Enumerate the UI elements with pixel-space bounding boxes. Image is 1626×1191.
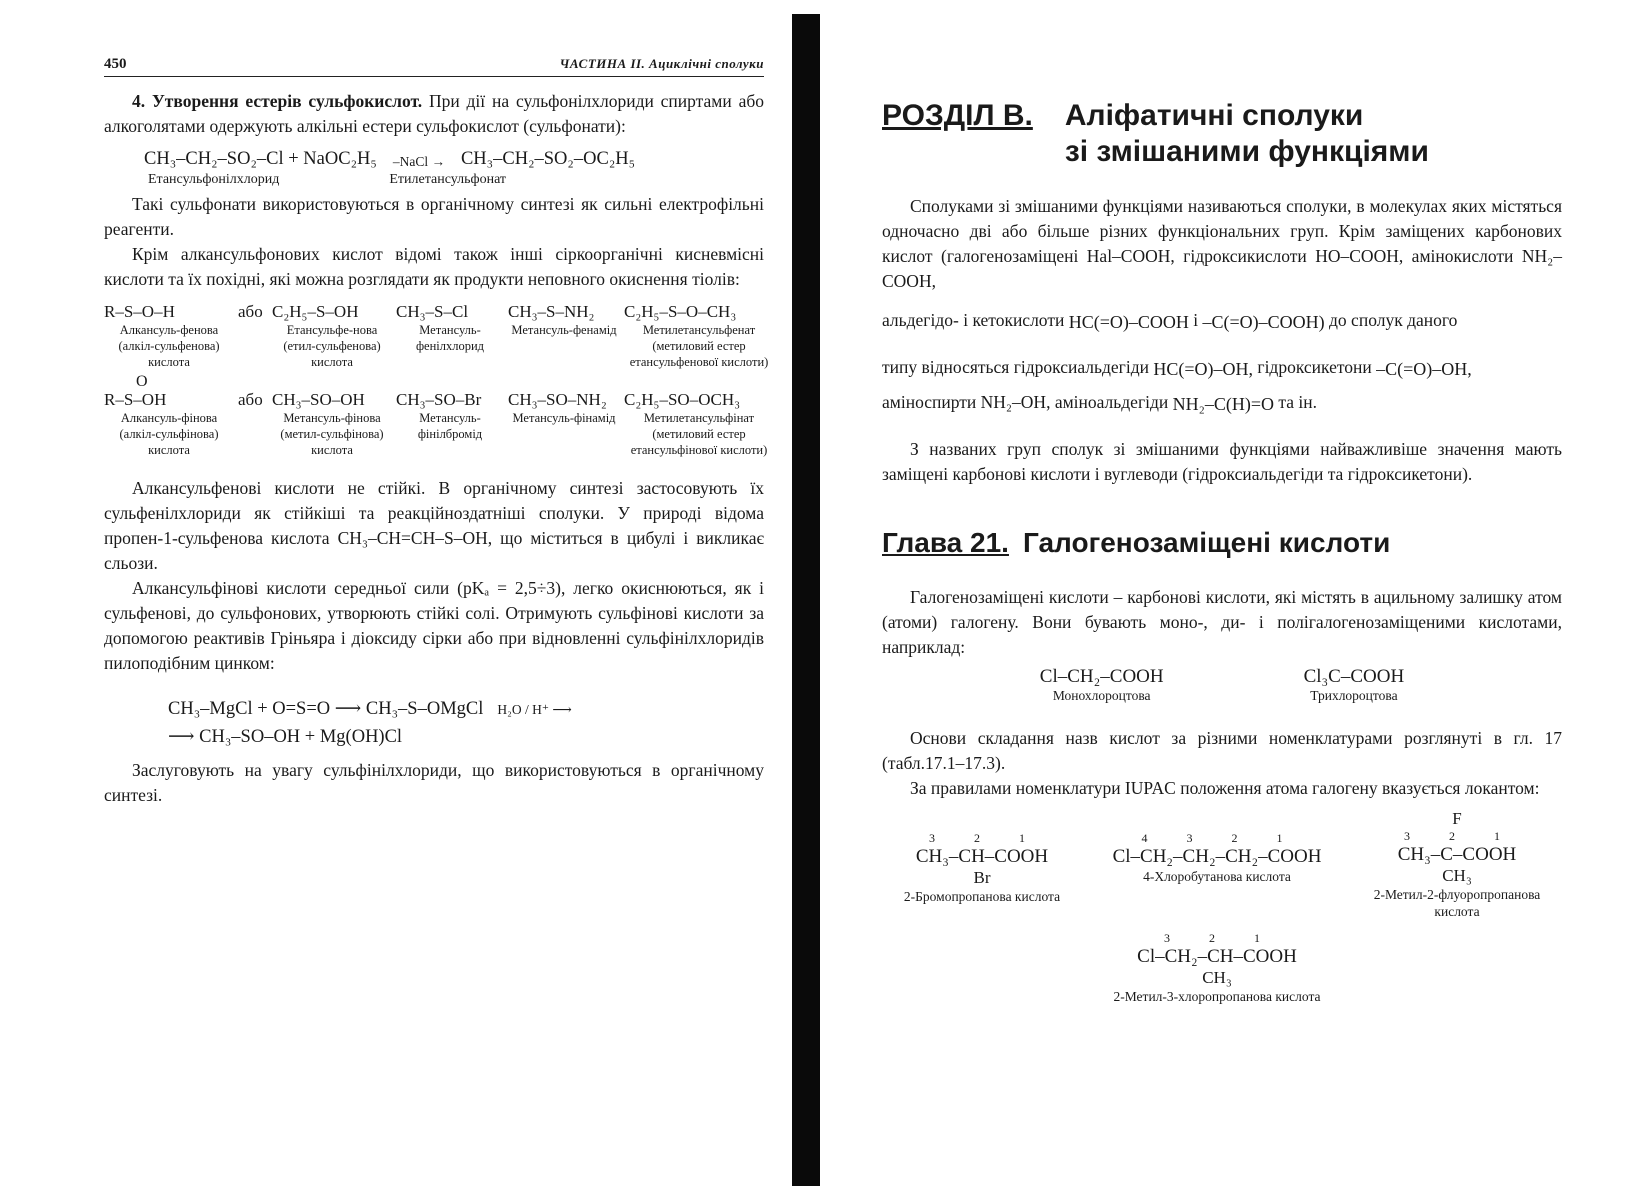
right-page — [882, 94, 1562, 1041]
intro-text: При дії на сульфонілхлориди спиртами або алкоголятами одержують алкільні естери сульфокислот (сульфонати): — [104, 91, 764, 136]
running-title: ЧАСТИНА ІІ. Ациклічні сполуки — [559, 56, 764, 71]
locant-numbers: 4 3 2 1 — [1141, 831, 1301, 845]
locant-name: 2-Бромопропанова кислота — [903, 889, 1061, 904]
paragraph-4: Алкансульфінові кислоти середньої сили (pKₐ = 2,5÷3), легко окиснюються, як і сульфенові, до сульфонових, утворюють стійкі солі. Отримують сульфінові кислоти за допомогою реактивів Гріньяра і діоксиду сірки або при відновленні сульфінілхлоридів пилоподібним цинком: — [104, 578, 764, 673]
compound-formula: CH₃–S–NH₂ — [508, 302, 595, 321]
chapter-title: Галогенозаміщені кислоти — [1022, 527, 1391, 558]
sulfinic-oxygen: O — [136, 373, 148, 390]
chapter-para-3: За правилами номенклатури IUPAC положення атома галогену вказується локантом: — [910, 778, 1540, 798]
para-fragment: до сполук даного — [1329, 310, 1458, 330]
compound-formula: CH₃–SO–NH₂ — [508, 390, 607, 409]
chapter-heading — [882, 527, 1562, 559]
compound-formula: C₂H₅–S–O–CH₃ — [624, 302, 737, 321]
compound-name: Метансуль-фенілхлорид — [415, 323, 485, 353]
haloacid-example — [1304, 666, 1405, 704]
haloacid-example — [1040, 666, 1164, 704]
hydroxyaldehyde-formula: HC(=O)–OH, — [1153, 358, 1254, 379]
compound-name: Метансуль-фінова (метил-сульфінова) кислота — [280, 411, 384, 457]
aminoaldehyde-formula: NH₂–C(H)=O — [1172, 393, 1275, 414]
aldehydo-acid-formula: HC(=O)–COOH — [1068, 311, 1189, 332]
locant-formula: CH₃–CH–COOH — [915, 846, 1049, 867]
section-title-line-1: Аліфатичні сполуки — [1064, 99, 1364, 132]
para-fragment: типу відносяться гідроксиальдегіди — [882, 357, 1149, 377]
compound-formula: CH₃–SO–OH — [272, 390, 365, 409]
paragraph-1: Такі сульфонати використовуються в органічному синтезі як сильні електрофільні реагенти. — [104, 194, 764, 239]
connector-word: або — [238, 302, 263, 321]
section-para-1d — [882, 390, 1562, 415]
sulfenic-acids-row — [104, 302, 769, 370]
sulfinic-acids-row — [104, 390, 768, 458]
intro-paragraph — [104, 89, 764, 139]
acid-formula: Cl–CH₂–COOH — [1039, 666, 1164, 687]
eq1-label-left: Етансульфонілхлорид — [148, 172, 280, 187]
keto-acid-formula: –C(=O)–COOH) — [1202, 311, 1325, 332]
acid-formula: Cl₃C–COOH — [1303, 666, 1405, 687]
para-fragment: гідроксикетони — [1257, 357, 1372, 377]
compound-name: Алкансуль-фенова (алкіл-сульфенова) кислота — [118, 323, 220, 369]
intro-heading: 4. Утворення естерів сульфокислот. — [132, 91, 423, 111]
locant-name: 2-Метил-3-хлоропропанова кислота — [1113, 989, 1321, 1004]
equation-1 — [144, 149, 764, 170]
locant-example — [882, 831, 1082, 905]
acid-name: Монохлороцтова — [1052, 688, 1151, 703]
book-spine — [792, 14, 820, 1186]
section-para-1c — [882, 355, 1562, 380]
compound-formula: R–S–OH — [104, 390, 167, 409]
locant-example — [1102, 931, 1332, 1005]
left-page — [104, 56, 769, 808]
eq2-conditions: H₂O / H⁺ ⟶ — [497, 702, 572, 717]
locant-substituent: Br — [973, 868, 991, 887]
eq1-right: CH₃–CH₂–SO₂–OC₂H₅ — [460, 149, 636, 169]
locant-formula: Cl–CH₂–CH–COOH — [1137, 946, 1297, 967]
page-number: 450 — [104, 56, 127, 72]
para-fragment: аміноспирти NH₂–OH, аміноальдегіди — [882, 392, 1169, 412]
section-para-1b: альдегідо- і кетокислоти HC(=O)–COOH і –C(=O)–COOH) до сполук даного — [882, 310, 1458, 332]
paragraph-5: Заслуговують на увагу сульфінілхлориди, що використовуються в органічному синтезі. — [104, 760, 764, 805]
compound-name: Метансуль-фенамід — [511, 323, 617, 337]
section-label: РОЗДІЛ В. — [882, 99, 1033, 132]
locant-name: 4-Хлоробутанова кислота — [1143, 869, 1291, 884]
compound-formula: CH₃–S–Cl — [396, 302, 469, 321]
eq1-label-right: Етилетансульфонат — [389, 172, 507, 187]
section-para-2: З названих груп сполук зі змішаними функціями найважливіше значення мають заміщені карбонові кислоти і вуглеводи (гідроксиальдегіди та гідроксикетони). — [882, 439, 1562, 484]
compound-name: Метилетансульфенат (метиловий естер етансульфенової кислоти) — [629, 323, 769, 369]
eq1-arrow: –NaCl → — [392, 154, 445, 169]
paragraph-3: Алкансульфенові кислоти не стійкі. В органічному синтезі застосовують їх сульфенілхлориди як стійкіші та реакційноздатніші сполуки. У природі відома пропен-1-сульфенова кислота CH₃–CH=CH–S–OH, що міститься в цибулі і викликає сльози. — [104, 478, 764, 573]
compound-formula: CH₃–SO–Br — [396, 390, 482, 409]
paragraph-2: Крім алкансульфонових кислот відомі також інші сіркоорганічні кисневмісні кислоти та їх похідні, які можна розглядати як продукти неповного окиснення тіолів: — [104, 244, 764, 289]
compound-name: Етансульфе-нова (етил-сульфенова) кислота — [283, 323, 381, 369]
eq1-labels — [148, 172, 764, 188]
running-header — [104, 56, 764, 77]
chapter-para-1: Галогенозаміщені кислоти – карбонові кислоти, які містять в ацильному залишку атом (атоми) галогену. Вони бувають моно-, ди- і полігалогенозаміщеними кислотами, наприклад: — [882, 587, 1562, 657]
chapter-para-2: Основи складання назв кислот за різними номенклатурами розглянуті в гл. 17 (табл.17.1–17.3). — [882, 728, 1562, 773]
locant-top-substituent: F — [1452, 809, 1462, 828]
locant-formula: Cl–CH₂–CH₂–CH₂–COOH — [1112, 846, 1322, 867]
para-fragment: та ін. — [1278, 392, 1318, 412]
connector-word: або — [238, 390, 263, 409]
compound-name: Метансуль-фінілбромід — [417, 411, 483, 441]
compound-name-empty — [238, 322, 268, 370]
eq2-line1: CH₃–MgCl + O=S=O ⟶ CH₃–S–OMgCl — [168, 699, 484, 719]
compound-formula: C₂H₅–SO–OCH₃ — [624, 390, 741, 409]
haloacid-examples — [882, 666, 1562, 704]
compound-formula: C₂H₅–S–OH — [272, 302, 359, 321]
compound-name: Метилетансульфінат (метиловий естер етансульфінової кислоти) — [630, 411, 768, 457]
locant-numbers: 3 2 1 — [1164, 931, 1278, 945]
locant-substituent: CH₃ — [1202, 968, 1232, 987]
locant-examples — [882, 809, 1562, 1041]
locant-name: 2-Метил-2-флуоропропанова кислота — [1373, 887, 1541, 919]
compound-name: Алкансуль-фінова (алкіл-сульфінова) кислота — [119, 411, 219, 457]
section-para-1: Сполуками зі змішаними функціями називаються сполуки, в молекулах яких містяться одночасно дві або більше різних функціональних груп. Крім заміщених карбонових кислот (галогенозаміщені Hal–COOH, гідроксикислоти HO–COOH, амінокислоти NH₂–COOH, — [882, 196, 1562, 291]
equation-2 — [168, 698, 764, 748]
section-heading — [882, 98, 1562, 170]
para-fragment: альдегідо- і кетокислоти — [882, 310, 1065, 330]
eq1-left: CH₃–CH₂–SO₂–Cl + NaOC₂H₅ — [144, 149, 377, 169]
chapter-label: Глава 21. — [882, 527, 1009, 558]
compound-name-empty — [238, 410, 268, 458]
acid-name: Трихлороцтова — [1310, 688, 1398, 703]
section-title-line-2: зі змішаними функціями — [1064, 135, 1429, 168]
compound-formula: R–S–O–H — [104, 302, 175, 321]
locant-numbers: 3 2 1 — [929, 831, 1043, 845]
compound-name: Метансуль-фінамід — [512, 411, 616, 425]
locant-formula: CH₃–C–COOH — [1397, 844, 1517, 865]
locant-example — [1092, 831, 1342, 885]
hydroxyketone-formula: –C(=O)–OH, — [1376, 358, 1472, 379]
locant-substituent: CH₃ — [1442, 866, 1472, 885]
locant-example — [1362, 809, 1552, 920]
eq2-line2: ⟶ CH₃–SO–OH + Mg(OH)Cl — [168, 727, 403, 747]
locant-numbers: 3 2 1 — [1404, 829, 1518, 843]
